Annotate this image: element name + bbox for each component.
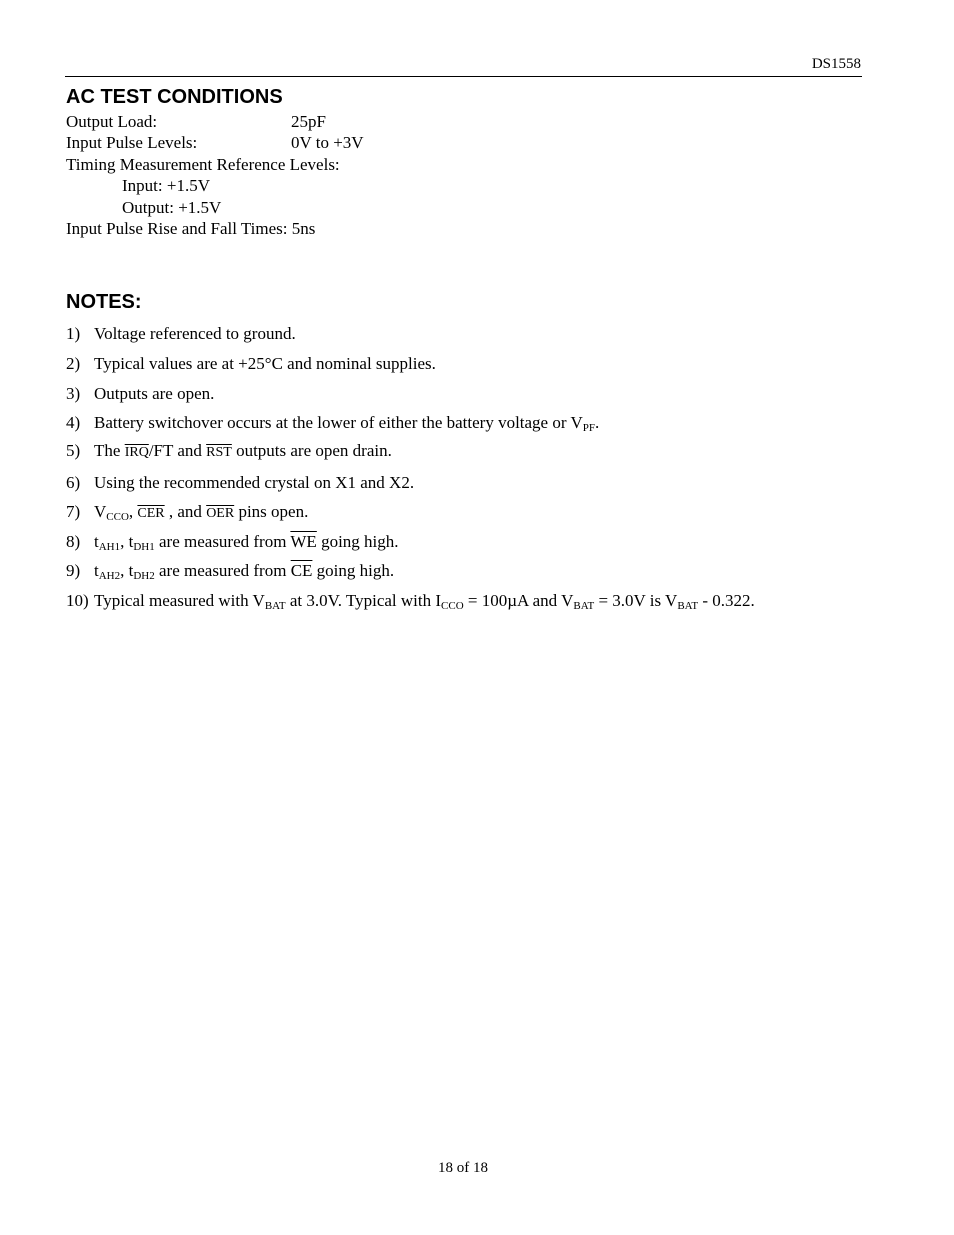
irq-signal: $\overline{IRQ}$ — [124, 445, 149, 460]
note-6: 6) Using the recommended crystal on X1 and X2. — [66, 473, 415, 492]
note-4: 4) Battery switchover occurs at the lower of either the battery voltage or $V_{PF}$. — [66, 413, 600, 434]
output-load-label: Output Load: — [66, 112, 158, 131]
we-signal: $\overline{WE}$ — [290, 532, 317, 551]
timing-output-level: Output: +1.5V — [122, 198, 222, 217]
document-code: DS1558 — [811, 56, 861, 72]
note-8: 8) $t_{AH1}$, $t_{DH1}$ are measured from $\overline{WE}$ going high. — [66, 532, 399, 553]
input-pulse-value: 0V to +3V — [291, 133, 364, 152]
note-10: 10) Typical measured with $V_{BAT}$ at 3.0V. Typical with $I_{CCO} = 100\mu A$ and $V_{BAT} = 3.0V$ is $V_{BAT} - 0.322$. — [66, 591, 755, 612]
rise-fall-times: Input Pulse Rise and Fall Times: 5ns — [66, 219, 316, 238]
cer-signal: $\overline{CER}$ — [137, 506, 165, 521]
note-3: 3) Outputs are open. — [66, 384, 215, 403]
note-9: 9) $t_{AH2}$, $t_{DH2}$ are measured from $\overline{CE}$ going high. — [66, 561, 395, 582]
ac-test-conditions-heading: AC TEST CONDITIONS — [66, 86, 283, 108]
notes-heading: NOTES: — [66, 291, 142, 313]
input-pulse-label: Input Pulse Levels: — [66, 133, 198, 152]
timing-input-level: Input: +1.5V — [122, 176, 210, 195]
oer-signal: $\overline{OER}$ — [206, 506, 235, 521]
timing-reference-label: Timing Measurement Reference Levels: — [66, 155, 340, 174]
note-2: 2) Typical values are at +25°C and nominal supplies. — [66, 354, 436, 373]
rst-signal: $\overline{RST}$ — [206, 445, 232, 460]
output-load-value: 25pF — [291, 112, 326, 131]
note-5: 5) The $\overline{IRQ}/FT$ and $\overline{RST}$ outputs are open drain. — [66, 441, 392, 460]
note-1: 1) Voltage referenced to ground. — [66, 324, 296, 343]
note-7: 7) $V_{CCO}$, $\overline{CER}$ , and $\overline{OER}$ pins open. — [66, 502, 309, 523]
ce-signal: $\overline{CE}$ — [290, 561, 313, 580]
page-number: 18 of 18 — [438, 1160, 488, 1176]
header-rule — [65, 76, 862, 77]
